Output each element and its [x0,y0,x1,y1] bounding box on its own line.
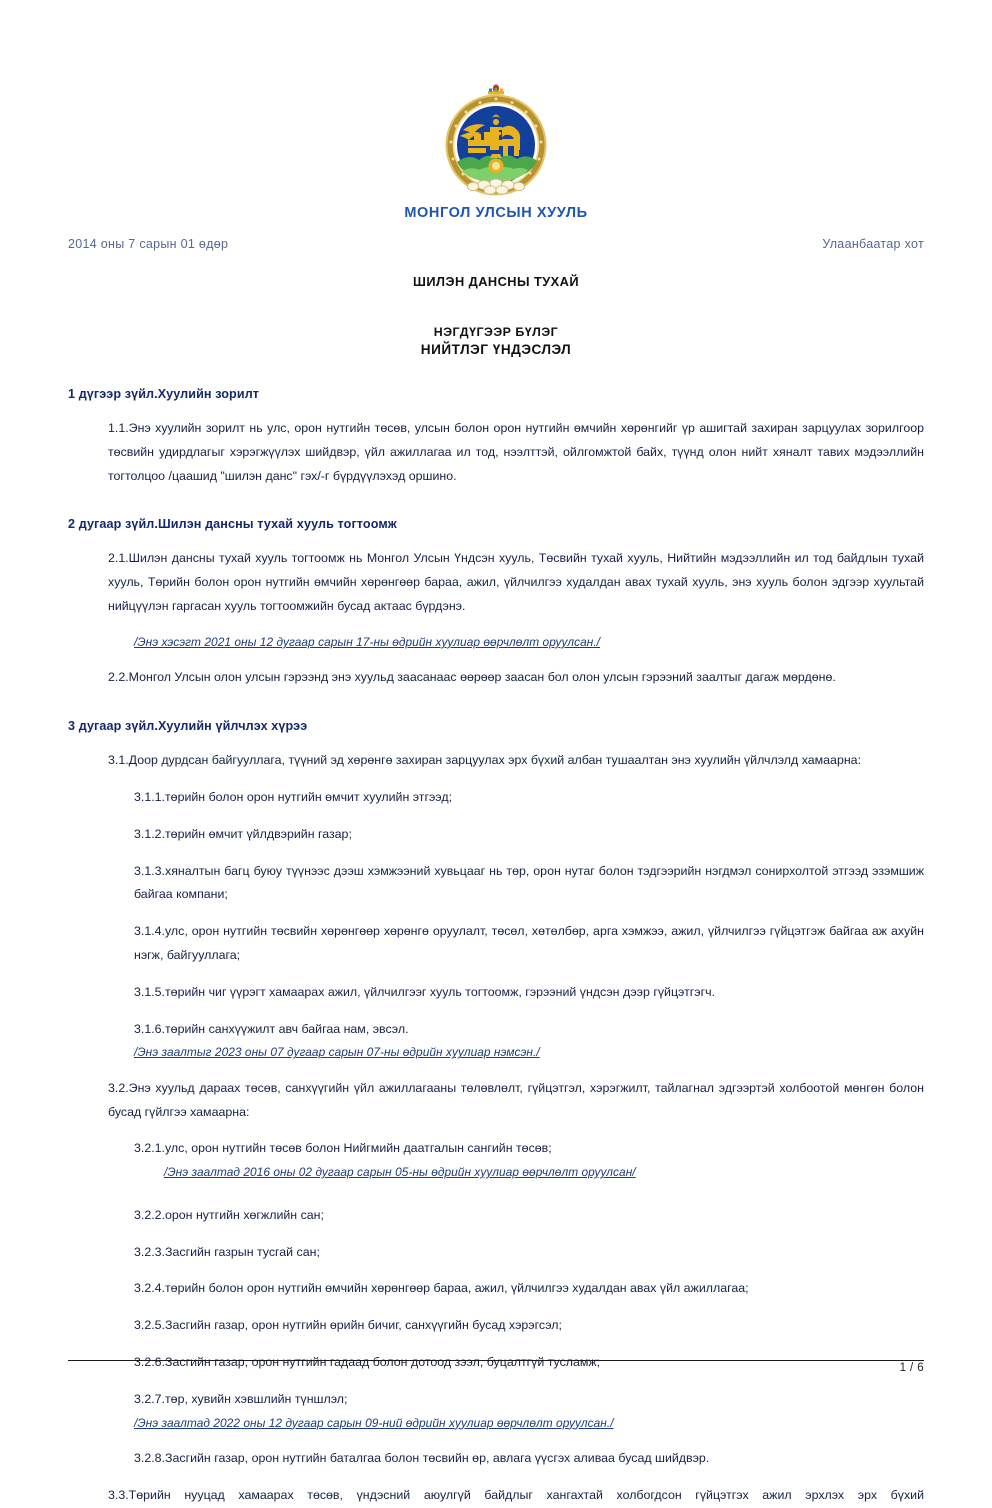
document-meta-row [68,237,924,251]
clause-3-3: 3.3.Төрийн нууцад хамаарах төсөв, үндэсний аюулгүй байдлыг хангахтай холбогдсон гүйцэтгэх ажил эрхлэх эрх бүхий [108,1487,924,1502]
article-3-heading: 3 дугаар зүйл.Хуулийн үйлчлэх хүрээ [68,719,308,734]
clause-3-2-8: 3.2.8.Засгийн газар, орон нутгийн баталгаа болон төсвийн өр, авлага үүсгэх аливаа бусад шийдвэр. [134,1451,710,1465]
clause-3-2: 3.2.Энэ хуульд дараах төсөв, санхүүгийн үйл ажиллагааны төлөвлөлт, гүйцэтгэл, хэрэгжилт, тайлагнал эдгээртэй холбоотой мөнгөн болон бусад гүйлгээ хамаарна: [108,1080,924,1119]
clause-3-1-5: 3.1.5.төрийн чиг үүрэгт хамаарах ажил, үйлчилгээг хууль тогтоомж, гэрээний үндсэн дээр гүйцэтгэгч. [134,984,716,999]
clause-3-1-4: 3.1.4.улс, орон нутгийн төсвийн хөрөнгөөр хөрөнгө оруулалт, төсөл, хөтөлбөр, арга хэмжээ, ажил, үйлчилгээ гүйцэтгэж байгаа аж ахуйн нэгж, байгууллага; [134,924,924,962]
amendment-note-3-2-1: /Энэ заалтад 2016 оны 02 дугаар сарын 05-ны өдрийн хуулиар өөрчлөлт оруулсан/ [164,1165,636,1180]
amendment-note-2-1: /Энэ хэсэгт 2021 оны 12 дугаар сарын 17-ны өдрийн хуулиар өөрчлөлт оруулсан./ [134,634,601,649]
chapter-number: НЭГДҮГЭЭР БҮЛЭГ [433,325,559,339]
document-city: Улаанбаатар хот [822,237,924,251]
mongolian-state-emblem-icon [440,84,552,196]
clause-3-2-4: 3.2.4.төрийн болон орон нутгийн өмчийн хөрөнгөөр бараа, ажил, үйлчилгээ худалдан авах үйл ажиллагаа; [134,1281,749,1296]
amendment-note-3-2-7: /Энэ заалтад 2022 оны 12 дугаар сарын 09-ний өдрийн хуулиар өөрчлөлт оруулсан./ [134,1415,614,1430]
masthead [68,0,924,221]
document-body [68,387,924,1508]
emblem-title: МОНГОЛ УЛСЫН ХУУЛЬ [404,205,588,221]
chapter-title: НИЙТЛЭГ ҮНДЭСЛЭЛ [420,342,572,357]
amendment-note-3-1-6: /Энэ заалтыг 2023 оны 07 дугаар сарын 07-ны өдрийн хуулиар нэмсэн./ [134,1045,540,1060]
clause-3-1-3: 3.1.3.хяналтын багц буюу түүнээс дээш хэмжээний хувьцааг нь төр, орон нутаг болон тэдгээрийн нэгдмэл сонирхолтой этгээд эзэмшиж байгаа компани; [134,863,924,902]
page-title: ШИЛЭН ДАНСНЫ ТУХАЙ [413,274,579,289]
clause-3-2-5: 3.2.5.Засгийн газар, орон нутгийн өрийн бичиг, санхүүгийн бусад хэрэгсэл; [134,1318,562,1333]
spacer [68,501,924,517]
clause-2-2: 2.2.Монгол Улсын олон улсын гэрээнд энэ хуульд заасанаас өөрөөр заасан бол олон улсын гэрээний заалтыг дагаж мөрдөнө. [108,670,836,685]
page-number: 1 / 6 [899,1362,924,1374]
clause-3-1: 3.1.Доор дурдсан байгууллага, түүний эд хөрөнгө захиран зарцуулах эрх бүхий албан тушаалтан энэ хуулийн үйлчлэлд хамаарна: [108,753,862,768]
clause-3-1-6: 3.1.6.төрийн санхүүжилт авч байгаа нам, эвсэл. [134,1021,409,1036]
clause-3-1-1: 3.1.1.төрийн болон орон нутгийн өмчит хуулийн этгээд; [134,789,453,804]
spacer [68,1197,924,1204]
clause-3-2-6: 3.2.6.Засгийн газар, орон нутгийн гадаад болон дотоод зээл, буцалтгүй тусламж; [134,1354,601,1369]
clause-3-2-3: 3.2.3.Засгийн газрын тусгай сан; [134,1244,320,1259]
clause-2-1: 2.1.Шилэн дансны тухай хууль тогтоомж нь Монгол Улсын Үндсэн хууль, Төсвийн тухай хууль, Нийтийн мэдээллийн ил тод байдлын тухай хууль, Төрийн болон орон нутгийн өмчийн хөрөнгөөр бараа, ажил, үйлчилгээ худалдан авах тухай хууль, энэ хууль болон эдгээр хуультай нийцүүлэн гаргасан хууль тогтоомжийн бусад актаас бүрдэнэ. [108,551,924,614]
clause-3-2-2: 3.2.2.орон нутгийн хөгжлийн сан; [134,1207,324,1222]
page-footer [68,1360,924,1374]
clause-3-2-7: 3.2.7.төр, хувийн хэвшлийн түншлэл; [134,1391,348,1406]
article-2-heading: 2 дугаар зүйл.Шилэн дансны тухай хууль тогтоомж [68,517,397,532]
clause-3-1-2: 3.1.2.төрийн өмчит үйлдвэрийн газар; [134,826,352,841]
spacer [68,703,924,719]
clause-3-2-1: 3.2.1.улс, орон нутгийн төсөв болон Нийгмийн даатгалын сангийн төсөв; [134,1141,552,1156]
clause-1-1: 1.1.Энэ хуулийн зорилт нь улс, орон нутгийн төсөв, улсын болон орон нутгийн өмчийн хөрөнгийг үр ашигтай захиран зарцуулах зорилгоор төсвийн удирдлагыг хэрэгжүүлэх шийдвэр, үйл ажиллагаа ил тод, нээлттэй, ойлгомжтой байх, түүнд олон нийт хяналт тавих мэдээллийн тогтолцоо /цаашид "шилэн данс" гэх/-г бүрдүүлэхэд оршино. [108,421,924,483]
article-1-heading: 1 дүгээр зүйл.Хуулийн зорилт [68,387,260,401]
document-date: 2014 оны 7 сарын 01 өдөр [68,237,229,251]
